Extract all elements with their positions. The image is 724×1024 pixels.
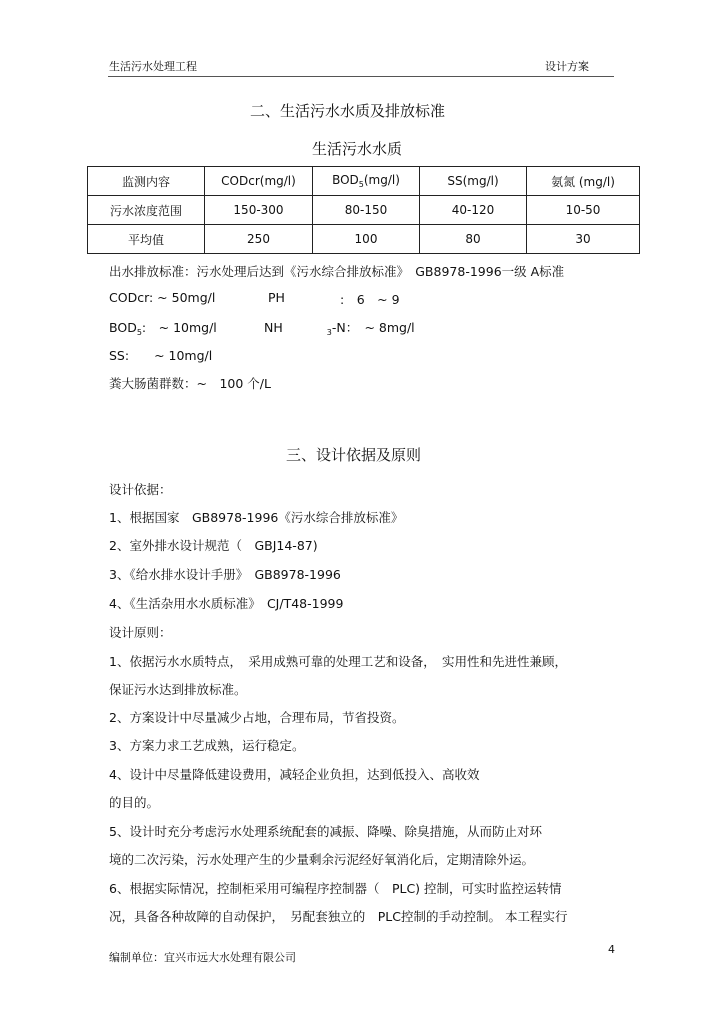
- table-cell: 150-300: [205, 196, 313, 225]
- principle-line: 境的二次污染，污水处理产生的少量剩余污泥经好氧消化后，定期清除外运。: [109, 852, 535, 867]
- bod-label: BOD: [109, 320, 137, 335]
- principle-line: 3、方案力求工艺成熟，运行稳定。: [109, 738, 305, 753]
- header-cell: 监测内容: [88, 167, 205, 196]
- nh-label: NH: [264, 320, 283, 335]
- principle-line: 保证污水达到排放标准。: [109, 682, 247, 697]
- principle-line: 4、设计中尽量降低建设费用，减轻企业负担，达到低投入、高收效: [109, 767, 480, 782]
- bod-limit: [109, 318, 217, 337]
- header-cell-bod: [313, 167, 420, 196]
- bod-unit: (mg/l): [363, 173, 400, 187]
- table-cell: 80: [420, 225, 527, 254]
- table-cell: 80-150: [313, 196, 420, 225]
- header-cell: CODcr(mg/l): [205, 167, 313, 196]
- ph-range: : 6 ~ 9: [340, 292, 400, 307]
- bod-value: : ~ 10mg/l: [141, 320, 217, 335]
- water-quality-table: [87, 166, 640, 254]
- table-row: [88, 225, 640, 254]
- nh-value: -N： ~ 8mg/l: [331, 320, 415, 335]
- ph-label: PH: [268, 290, 285, 305]
- principle-line: 5、设计时充分考虑污水处理系统配套的减振、降噪、除臭措施，从而防止对环: [109, 824, 542, 839]
- table-row: [88, 196, 640, 225]
- table-cell: 40-120: [420, 196, 527, 225]
- basis-label: 设计依据：: [109, 482, 172, 497]
- table-cell: 100: [313, 225, 420, 254]
- basis-item: 4、《生活杂用水水质标准》 CJ/T48-1999: [109, 596, 344, 611]
- cod-limit: CODcr: ~ 50mg/l: [109, 290, 216, 305]
- discharge-standard: 出水排放标准：污水处理后达到《污水综合排放标准》 GB8978-1996一级 A标准: [109, 264, 565, 279]
- principle-line: 的目的。: [109, 795, 160, 810]
- basis-item: 2、室外排水设计规范（ GBJ14-87): [109, 538, 318, 553]
- page-number: 4: [608, 943, 615, 956]
- basis-item: 1、根据国家 GB8978-1996《污水综合排放标准》: [109, 510, 404, 525]
- coliform-limit: 粪大肠菌群数：~ 100 个/L: [109, 376, 271, 391]
- table-header-row: [88, 167, 640, 196]
- bod-subscript: 5: [136, 328, 142, 337]
- footer-organization: 编制单位：宜兴市远大水处理有限公司: [109, 951, 296, 964]
- table-cell: 平均值: [88, 225, 205, 254]
- ss-limit: SS: ~ 10mg/l: [109, 348, 213, 363]
- table-cell: 10-50: [527, 196, 640, 225]
- table-cell: 250: [205, 225, 313, 254]
- section3-title: 三、设计依据及原则: [286, 446, 422, 464]
- principle-label: 设计原则：: [109, 625, 172, 640]
- principle-line: 1、依据污水水质特点， 采用成熟可靠的处理工艺和设备， 实用性和先进性兼顾，: [109, 654, 567, 669]
- bod-subscript: 5: [358, 180, 364, 189]
- header-cell: 氨氮 (mg/l): [527, 167, 640, 196]
- section2-title: 二、生活污水水质及排放标准: [250, 102, 446, 120]
- header-title: 生活污水处理工程: [109, 60, 197, 73]
- basis-item: 3、《给水排水设计手册》 GB8978-1996: [109, 567, 341, 582]
- header-cell: SS(mg/l): [420, 167, 527, 196]
- principle-line: 2、方案设计中尽量减少占地，合理布局，节省投资。: [109, 710, 405, 725]
- table-cell: 污水浓度范围: [88, 196, 205, 225]
- principle-line: 6、根据实际情况，控制柜采用可编程序控制器（ PLC) 控制，可实时监控运转情: [109, 881, 562, 896]
- nh-subscript: 3: [326, 328, 332, 337]
- header-doc-type: 设计方案: [545, 60, 589, 73]
- principle-line: 况，具备各种故障的自动保护， 另配套独立的 PLC控制的手动控制。 本工程实行: [109, 909, 568, 924]
- table-cell: 30: [527, 225, 640, 254]
- nh3-limit: [264, 318, 415, 337]
- bod-main-text: BOD: [332, 173, 359, 187]
- table-title: 生活污水水质: [312, 140, 403, 158]
- header-divider: [108, 76, 614, 77]
